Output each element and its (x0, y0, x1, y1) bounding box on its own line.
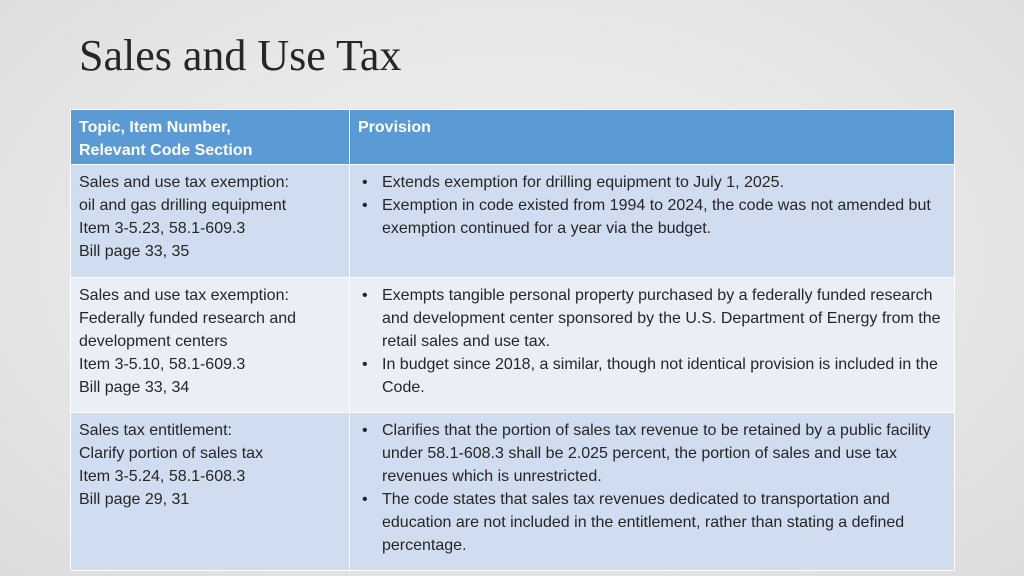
provision-cell (350, 278, 955, 413)
table-row (71, 278, 955, 413)
provision-cell (350, 413, 955, 571)
topic-cell (71, 413, 350, 571)
topic-line: Bill page 33, 35 (79, 243, 190, 260)
header-topic-line: Relevant Code Section (79, 142, 253, 159)
provision-item: • The code states that sales tax revenues dedicated to transportation and education are not included in the entitlement, rather than stating a defined percentage. (358, 488, 946, 557)
topic-line: Federally funded research and development centers (79, 310, 297, 350)
table-row (71, 413, 955, 571)
header-topic-line: Topic, Item Number, (79, 119, 231, 136)
topic-cell (71, 165, 350, 278)
slide-title: Sales and Use Tax (79, 31, 402, 80)
topic-line: Item 3-5.10, 58.1-609.3 (79, 356, 246, 373)
topic-line: Bill page 29, 31 (79, 491, 190, 508)
header-provision: Provision (350, 110, 955, 165)
topic-line: Item 3-5.24, 58.1-608.3 (79, 468, 246, 485)
provision-item: • Extends exemption for drilling equipment to July 1, 2025. (358, 171, 946, 194)
tax-provisions-table (70, 109, 955, 571)
provision-item: • In budget since 2018, a similar, though not identical provision is included in the Code. (358, 353, 946, 399)
provision-item: • Exempts tangible personal property purchased by a federally funded research and development center sponsored by the U.S. Department of Energy from the retail sales and use tax. (358, 284, 946, 353)
provision-item: • Clarifies that the portion of sales tax revenue to be retained by a public facility under 58.1-608.3 shall be 2.025 percent, the portion of sales and use tax revenues which is unrestricted. (358, 419, 946, 488)
topic-line: Item 3-5.23, 58.1-609.3 (79, 220, 246, 237)
provision-list (358, 171, 946, 240)
provision-cell (350, 165, 955, 278)
topic-line: Sales and use tax exemption: (79, 287, 289, 304)
topic-line: Sales and use tax exemption: (79, 174, 289, 191)
topic-line: Bill page 33, 34 (79, 379, 190, 396)
provision-list (358, 419, 946, 557)
topic-line: Sales tax entitlement: (79, 422, 232, 439)
topic-line: oil and gas drilling equipment (79, 197, 287, 214)
topic-line: Clarify portion of sales tax (79, 445, 264, 462)
table-row (71, 165, 955, 278)
provision-item: • Exemption in code existed from 1994 to 2024, the code was not amended but exemption continued for a year via the budget. (358, 194, 946, 240)
topic-cell (71, 278, 350, 413)
provision-list (358, 284, 946, 399)
header-topic (71, 110, 350, 165)
table-header-row (71, 110, 955, 165)
